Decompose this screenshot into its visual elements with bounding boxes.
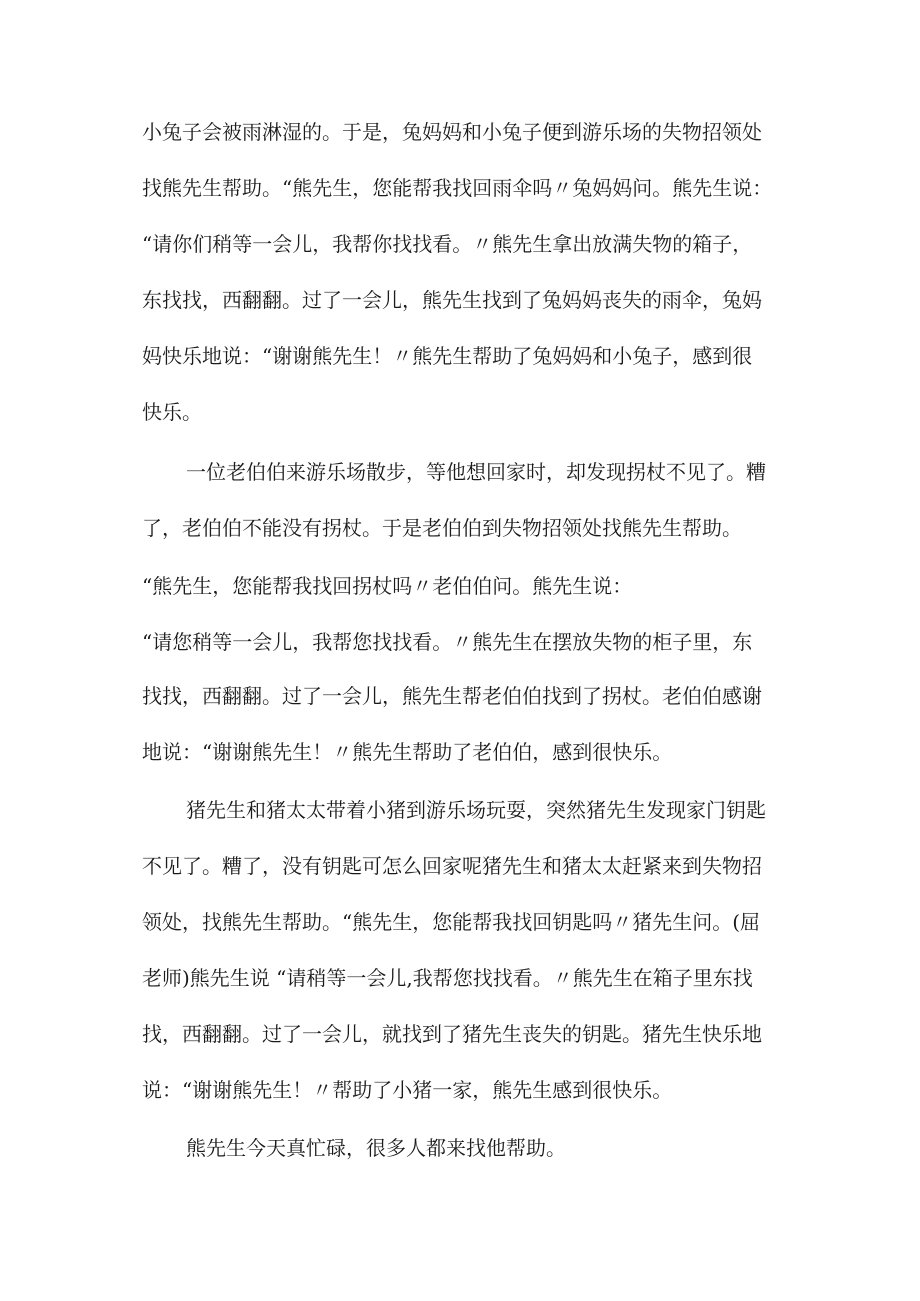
paragraph-3-line-3: 领处，找熊先生帮助。“熊先生，您能帮我找回钥匙吗〃猪先生问。(屈 <box>142 910 761 934</box>
paragraph-3-line-5: 找，西翻翻。过了一会儿，就找到了猪先生丧失的钥匙。猪先生快乐地 <box>142 1022 762 1046</box>
paragraph-2-line-4: “请您稍等一会儿，我帮您找找看。〃熊先生在摆放失物的柜子里，东 <box>142 630 753 654</box>
paragraph-3-line-1: 猪先生和猪太太带着小猪到游乐场玩耍，突然猪先生发现家门钥匙 <box>186 798 766 822</box>
paragraph-2-line-2: 了，老伯伯不能没有拐杖。于是老伯伯到失物招领处找熊先生帮助。 <box>142 516 742 540</box>
paragraph-3-line-6: 说：“谢谢熊先生！〃帮助了小猪一家，熊先生感到很快乐。 <box>142 1078 673 1102</box>
paragraph-1-line-3: “请你们稍等一会儿，我帮你找找看。〃熊先生拿出放满失物的箱子， <box>142 232 753 256</box>
paragraph-1-line-5: 妈快乐地说：“谢谢熊先生！〃熊先生帮助了兔妈妈和小兔子，感到很 <box>142 344 753 368</box>
paragraph-1-line-6: 快乐。 <box>142 400 202 424</box>
paragraph-1-line-2: 找熊先生帮助。“熊先生，您能帮我找回雨伞吗〃兔妈妈问。熊先生说： <box>142 176 773 200</box>
paragraph-3-line-4: 老师)熊先生说 “请稍等一会儿,我帮您找找看。〃熊先生在箱子里东找 <box>142 966 753 990</box>
paragraph-1-line-1: 小兔子会被雨淋湿的。于是，兔妈妈和小兔子便到游乐场的失物招领处 <box>142 120 762 144</box>
paragraph-2-line-1: 一位老伯伯来游乐场散步，等他想回家时，却发现拐杖不见了。糟 <box>186 460 766 484</box>
paragraph-1-line-4: 东找找，西翻翻。过了一会儿，熊先生找到了兔妈妈丧失的雨伞，兔妈 <box>142 288 762 312</box>
paragraph-4-line-1: 熊先生今天真忙碌，很多人都来找他帮助。 <box>186 1136 566 1160</box>
paragraph-3-line-2: 不见了。糟了，没有钥匙可怎么回家呢猪先生和猪太太赶紧来到失物招 <box>142 854 762 878</box>
paragraph-2-line-6: 地说：“谢谢熊先生！〃熊先生帮助了老伯伯，感到很快乐。 <box>142 740 673 764</box>
paragraph-2-line-3: “熊先生，您能帮我找回拐杖吗〃老伯伯问。熊先生说： <box>142 574 633 598</box>
paragraph-2-line-5: 找找，西翻翻。过了一会儿，熊先生帮老伯伯找到了拐杖。老伯伯感谢 <box>142 684 762 708</box>
